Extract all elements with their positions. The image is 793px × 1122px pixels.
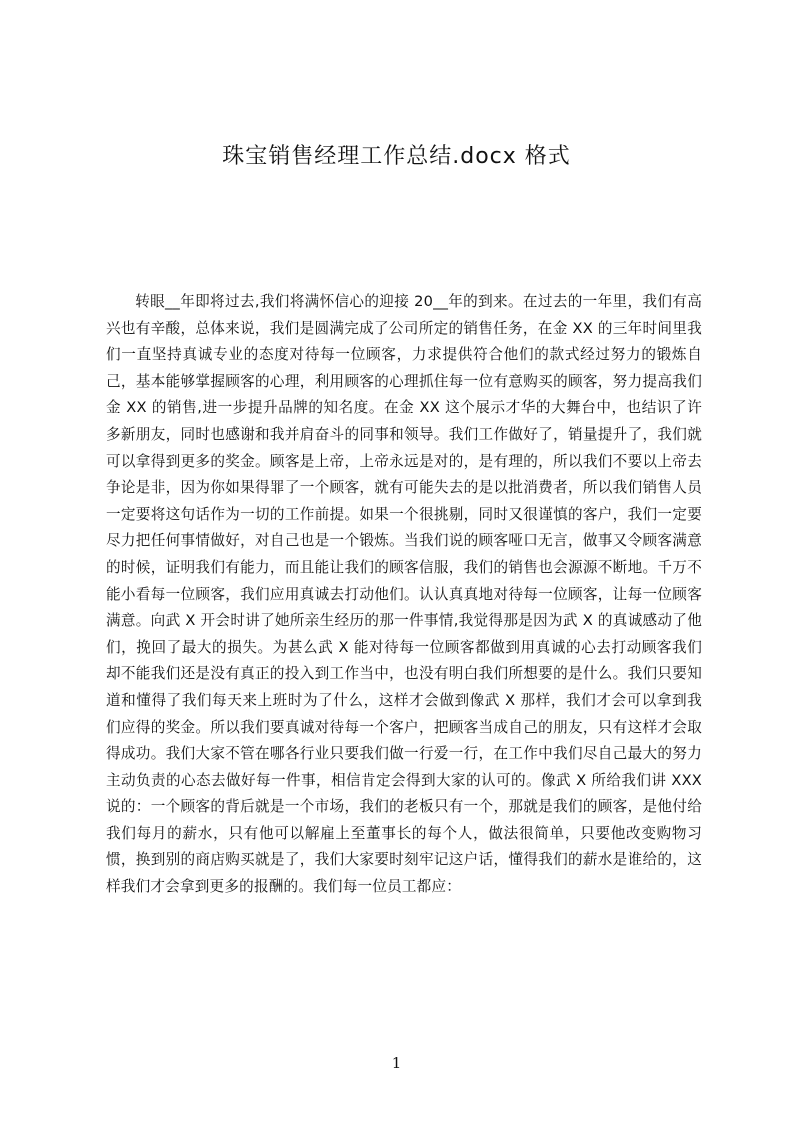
- body-paragraph: 转眼__年即将过去,我们将满怀信心的迎接 20__年的到来。在过去的一年里，我们有高兴也有辛酸，总体来说，我们是圆满完成了公司所定的销售任务，在金 XX 的三年时间里我们一直坚持真诚专业的态度对待每一位顾客，力求提供符合他们的款式经过努力的锻炼自己，基本能够掌握顾客的心理，利用顾客的心理抓住每一位有意购买的顾客，努力提高我们金 XX 的销售,进一步提升品牌的知名度。在金 XX 这个展示才华的大舞台中，也结识了许多新朋友，同时也感谢和我并肩奋斗的同事和领导。我们工作做好了，销量提升了，我们就可以拿得到更多的奖金。顾客是上帝，上帝永远是对的，是有理的，所以我们不要以上帝去争论是非，因为你如果得罪了一个顾客，就有可能失去的是以批消费者，所以我们销售人员一定要将这句话作为一切的工作前提。如果一个很挑剔，同时又很谨慎的客户，我们一定要尽力把任何事情做好，对自己也是一个锻炼。当我们说的顾客哑口无言，做事又令顾客满意的时候，证明我们有能力，而且能让我们的顾客信服，我们的销售也会源源不断地。千万不能小看每一位顾客，我们应用真诚去打动他们。认认真真地对待每一位顾客，让每一位顾客满意。向武 X 开会时讲了她所亲生经历的那一件事情,我觉得那是因为武 X 的真诚感动了他们，挽回了最大的损失。为甚么武 X 能对待每一位顾客都做到用真诚的心去打动顾客我们却不能我们还是没有真正的投入到工作当中，也没有明白我们所想要的是什么。我们只要知道和懂得了我们每天来上班时为了什么，这样才会做到像武 X 那样，我们才会可以拿到我们应得的奖金。所以我们要真诚对待每一个客户，把顾客当成自己的朋友，只有这样才会取得成功。我们大家不管在哪各行业只要我们做一行爱一行，在工作中我们尽自己最大的努力主动负责的心态去做好每一件事，相信肯定会得到大家的认可的。像武 X 所给我们讲 XXX 说的：一个顾客的背后就是一个市场，我们的老板只有一个，那就是我们的顾客，是他付给我们每月的薪水，只有他可以解雇上至董事长的每个人，做法很简单，只要他改变购物习惯，换到别的商店购买就是了，我们大家要时刻牢记这户话，懂得我们的薪水是谁给的，这样我们才会拿到更多的报酬的。我们每一位员工都应：: [106, 293, 702, 896]
- page-number: 1: [391, 1054, 402, 1072]
- document-title: 珠宝销售经理工作总结.docx 格式: [222, 144, 571, 169]
